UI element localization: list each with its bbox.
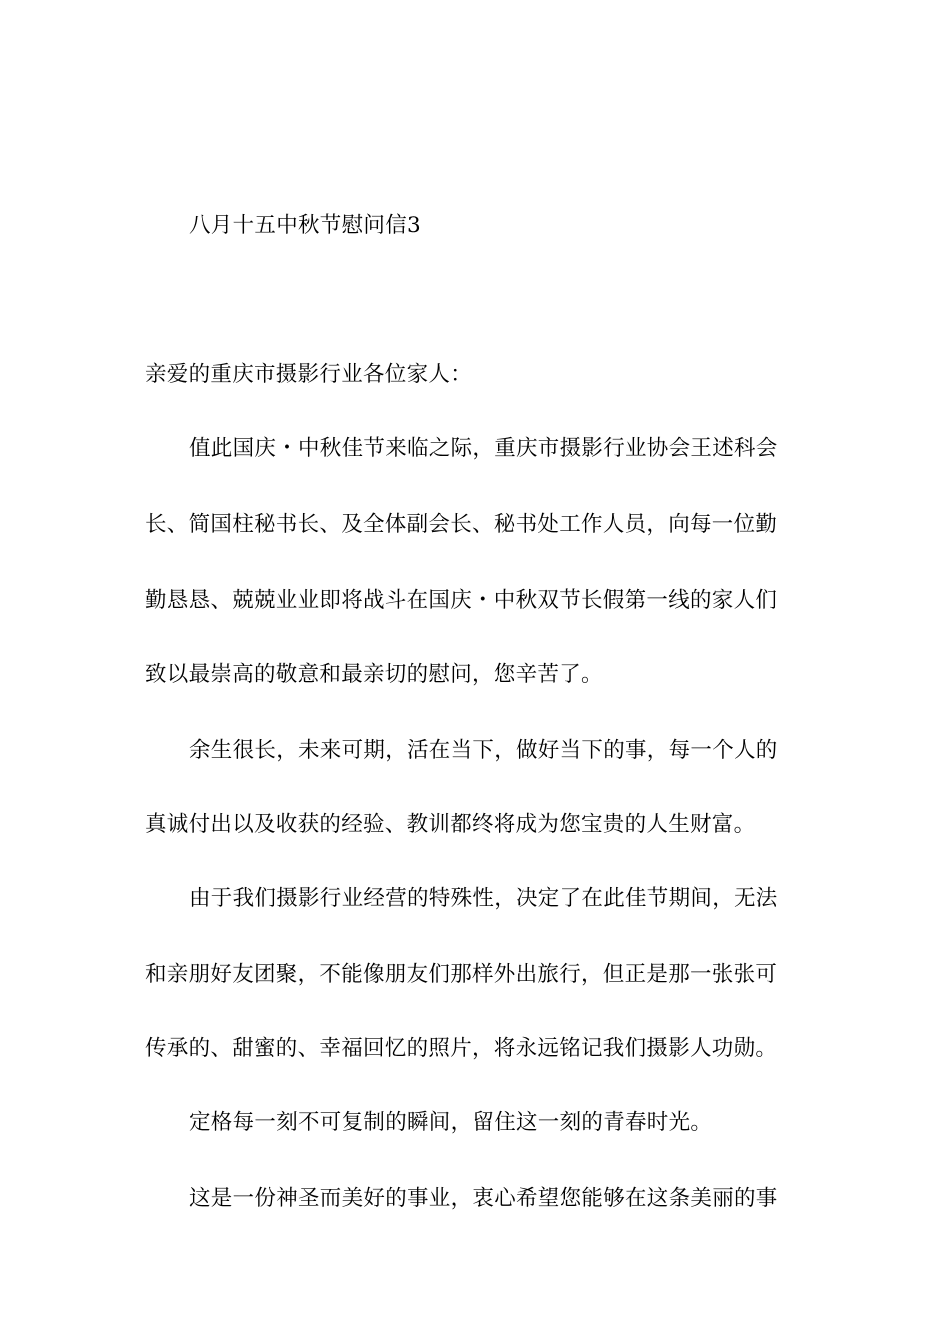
paragraph-line: 和亲朋好友团聚，不能像朋友们那样外出旅行，但正是那一张张可 — [145, 962, 778, 987]
salutation: 亲爱的重庆市摄影行业各位家人： — [145, 362, 473, 387]
paragraph-line: 值此国庆・中秋佳节来临之际，重庆市摄影行业协会王述科会 — [189, 436, 778, 461]
paragraph-line: 长、简国柱秘书长、及全体副会长、秘书处工作人员，向每一位勤 — [145, 512, 778, 537]
paragraph-line: 余生很长，未来可期，活在当下，做好当下的事，每一个人的 — [189, 738, 778, 763]
paragraph-line: 勤恳恳、兢兢业业即将战斗在国庆・中秋双节长假第一线的家人们 — [145, 588, 778, 613]
paragraph-line: 由于我们摄影行业经营的特殊性，决定了在此佳节期间，无法 — [189, 886, 778, 911]
paragraph-line: 致以最崇高的敬意和最亲切的慰问，您辛苦了。 — [145, 662, 603, 687]
paragraph-line: 传承的、甜蜜的、幸福回忆的照片，将永远铭记我们摄影人功勋。 — [145, 1036, 778, 1061]
paragraph-line: 真诚付出以及收获的经验、教训都终将成为您宝贵的人生财富。 — [145, 812, 756, 837]
paragraph-line: 定格每一刻不可复制的瞬间，留住这一刻的青春时光。 — [189, 1110, 713, 1135]
paragraph-line: 这是一份神圣而美好的事业，衷心希望您能够在这条美丽的事 — [189, 1186, 778, 1211]
document-title: 八月十五中秋节慰问信3 — [189, 213, 421, 238]
